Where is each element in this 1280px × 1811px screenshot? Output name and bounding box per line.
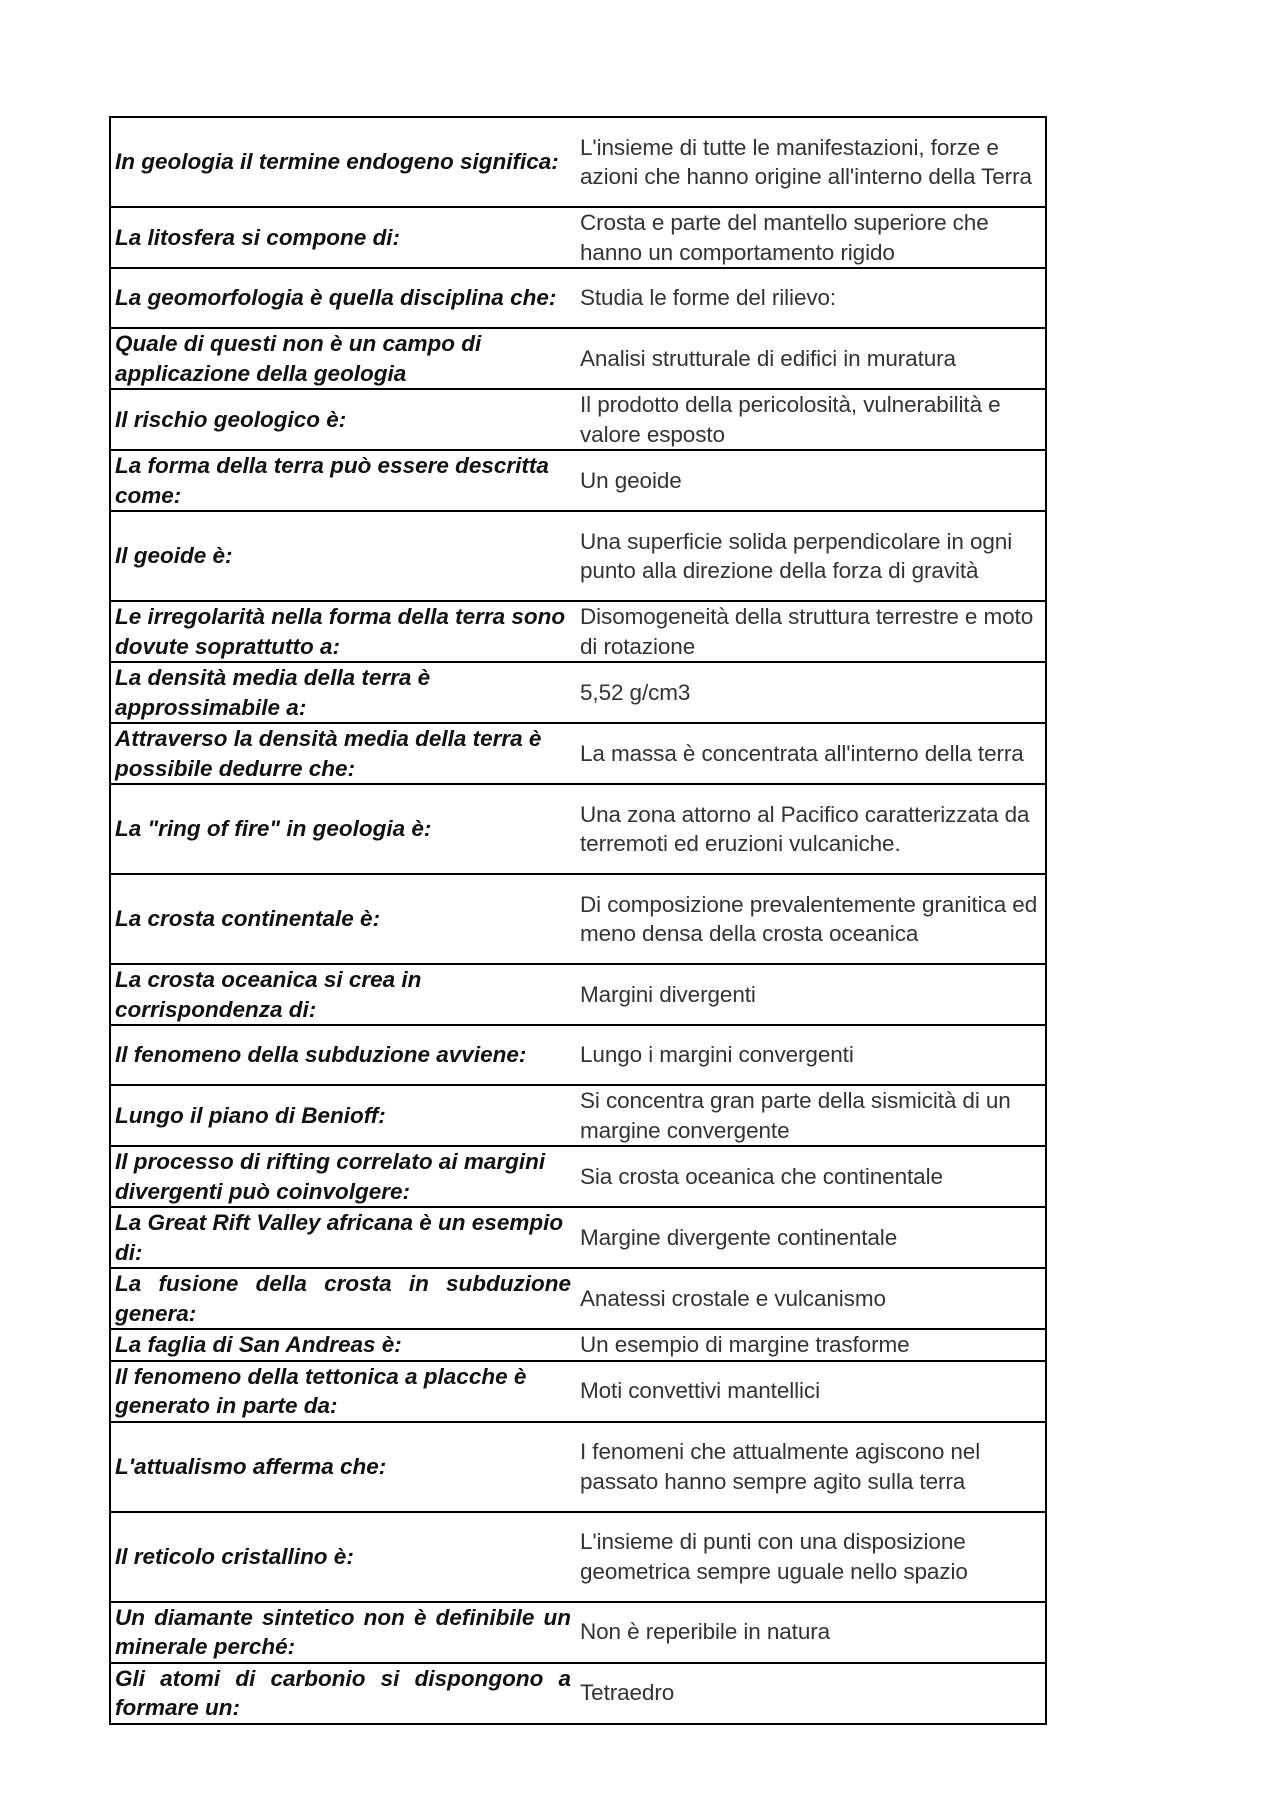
question-cell: La "ring of fire" in geologia è: — [110, 784, 575, 874]
table-row — [110, 1663, 1046, 1724]
answer-cell: Lungo i margini convergenti — [575, 1025, 1046, 1085]
answer-cell: Sia crosta oceanica che continentale — [575, 1146, 1046, 1207]
question-cell: La geomorfologia è quella disciplina che: — [110, 268, 575, 328]
answer-cell: Non è reperibile in natura — [575, 1602, 1046, 1663]
answer-cell: I fenomeni che attualmente agiscono nel passato hanno sempre agito sulla terra — [575, 1422, 1046, 1512]
answer-cell: Un geoide — [575, 450, 1046, 511]
table-row — [110, 117, 1046, 207]
question-cell: Attraverso la densità media della terra è possibile dedurre che: — [110, 723, 575, 784]
table-row — [110, 1422, 1046, 1512]
answer-cell: Margine divergente continentale — [575, 1207, 1046, 1268]
table-row — [110, 450, 1046, 511]
question-cell: Quale di questi non è un campo di applicazione della geologia — [110, 328, 575, 389]
answer-cell: Un esempio di margine trasforme — [575, 1329, 1046, 1361]
table-row — [110, 1085, 1046, 1146]
answer-cell: Disomogeneità della struttura terrestre e moto di rotazione — [575, 601, 1046, 662]
answer-cell: Anatessi crostale e vulcanismo — [575, 1268, 1046, 1329]
question-cell: Gli atomi di carbonio si dispongono a formare un: — [110, 1663, 575, 1724]
answer-cell: Margini divergenti — [575, 964, 1046, 1025]
question-cell: La forma della terra può essere descritta come: — [110, 450, 575, 511]
answer-cell: L'insieme di punti con una disposizione geometrica sempre uguale nello spazio — [575, 1512, 1046, 1602]
question-cell: Lungo il piano di Benioff: — [110, 1085, 575, 1146]
table-row — [110, 511, 1046, 601]
answer-cell: Il prodotto della pericolosità, vulnerabilità e valore esposto — [575, 389, 1046, 450]
answer-cell: L'insieme di tutte le manifestazioni, forze e azioni che hanno origine all'interno della Terra — [575, 117, 1046, 207]
answer-cell: Una superficie solida perpendicolare in ogni punto alla direzione della forza di gravità — [575, 511, 1046, 601]
table-row — [110, 1512, 1046, 1602]
question-cell: Il geoide è: — [110, 511, 575, 601]
question-cell: La fusione della crosta in subduzione genera: — [110, 1268, 575, 1329]
answer-cell: Di composizione prevalentemente granitica ed meno densa della crosta oceanica — [575, 874, 1046, 964]
table-row — [110, 601, 1046, 662]
table-row — [110, 874, 1046, 964]
question-cell: La faglia di San Andreas è: — [110, 1329, 575, 1361]
qa-table-body — [110, 117, 1046, 1724]
table-row — [110, 268, 1046, 328]
question-cell: Le irregolarità nella forma della terra sono dovute soprattutto a: — [110, 601, 575, 662]
answer-cell: Tetraedro — [575, 1663, 1046, 1724]
question-cell: Il processo di rifting correlato ai margini divergenti può coinvolgere: — [110, 1146, 575, 1207]
qa-table — [109, 116, 1047, 1725]
table-row — [110, 1207, 1046, 1268]
answer-cell: Moti convettivi mantellici — [575, 1361, 1046, 1422]
table-row — [110, 723, 1046, 784]
table-row — [110, 1268, 1046, 1329]
table-row — [110, 1361, 1046, 1422]
table-row — [110, 328, 1046, 389]
question-cell: Il fenomeno della tettonica a placche è generato in parte da: — [110, 1361, 575, 1422]
table-row — [110, 389, 1046, 450]
answer-cell: 5,52 g/cm3 — [575, 662, 1046, 723]
question-cell: La densità media della terra è approssimabile a: — [110, 662, 575, 723]
answer-cell: Crosta e parte del mantello superiore che hanno un comportamento rigido — [575, 207, 1046, 268]
question-cell: La Great Rift Valley africana è un esempio di: — [110, 1207, 575, 1268]
answer-cell: Si concentra gran parte della sismicità di un margine convergente — [575, 1085, 1046, 1146]
question-cell: Il fenomeno della subduzione avviene: — [110, 1025, 575, 1085]
question-cell: Un diamante sintetico non è definibile un minerale perché: — [110, 1602, 575, 1663]
question-cell: In geologia il termine endogeno significa: — [110, 117, 575, 207]
answer-cell: Una zona attorno al Pacifico caratterizzata da terremoti ed eruzioni vulcaniche. — [575, 784, 1046, 874]
answer-cell: La massa è concentrata all'interno della terra — [575, 723, 1046, 784]
table-row — [110, 1602, 1046, 1663]
table-row — [110, 1329, 1046, 1361]
table-row — [110, 1146, 1046, 1207]
question-cell: L'attualismo afferma che: — [110, 1422, 575, 1512]
question-cell: Il reticolo cristallino è: — [110, 1512, 575, 1602]
question-cell: Il rischio geologico è: — [110, 389, 575, 450]
table-row — [110, 784, 1046, 874]
answer-cell: Studia le forme del rilievo: — [575, 268, 1046, 328]
question-cell: La litosfera si compone di: — [110, 207, 575, 268]
table-row — [110, 964, 1046, 1025]
table-row — [110, 1025, 1046, 1085]
answer-cell: Analisi strutturale di edifici in muratura — [575, 328, 1046, 389]
question-cell: La crosta oceanica si crea in corrispondenza di: — [110, 964, 575, 1025]
table-row — [110, 662, 1046, 723]
table-row — [110, 207, 1046, 268]
question-cell: La crosta continentale è: — [110, 874, 575, 964]
